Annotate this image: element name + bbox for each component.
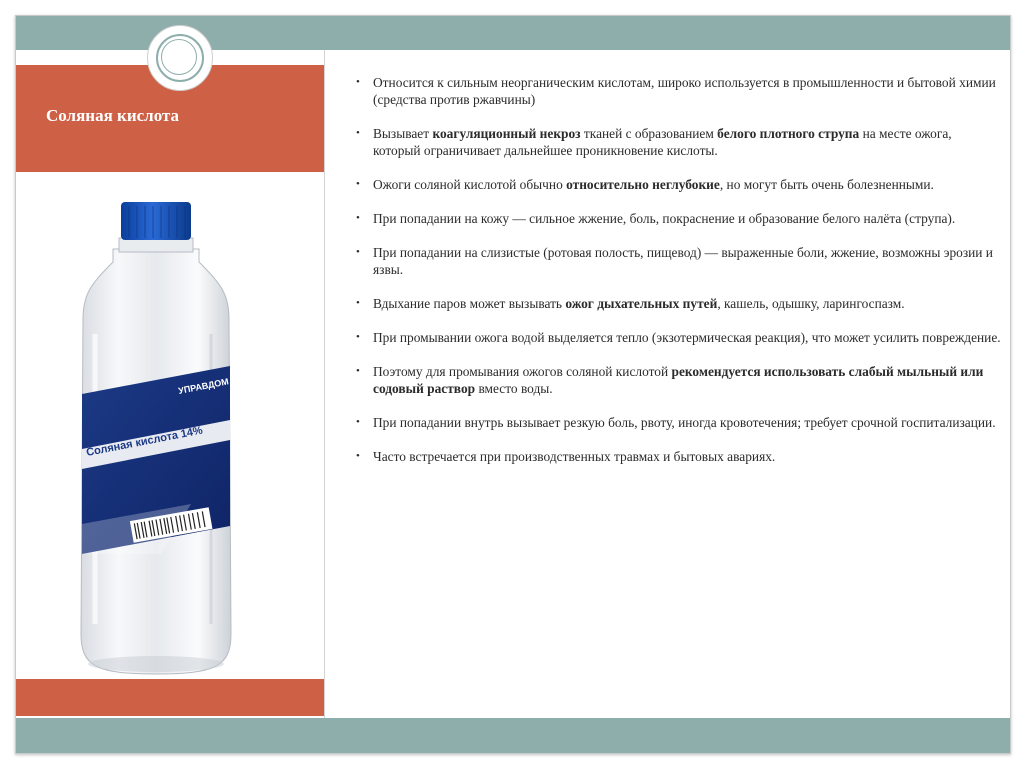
bullet-text: , кашель, одышку, ларингоспазм. [717,296,905,311]
bullet-dot-icon: • [356,416,360,428]
bottle-brand-text: УПРАВДОМ [177,376,230,396]
slide [15,15,1011,754]
bullet-dot-icon: • [356,76,360,88]
bullet-item [356,125,1001,159]
bullet-dot-icon: • [356,365,360,377]
bullet-dot-icon: • [356,246,360,258]
bullet-text: Относится к сильным неорганическим кислотам, широко используется в промышленности и бытовой химии (средства против ржавчины) [373,75,996,107]
bullet-item [356,176,1001,193]
bullet-dot-icon: • [356,450,360,462]
bullet-text: При попадании на кожу — сильное жжение, боль, покраснение и образование белого налёта (струпа). [373,211,956,226]
slide-title: Соляная кислота [46,106,180,125]
acid-bottle-image [71,194,241,684]
bullet-bold-text: ожог дыхательных путей [565,296,718,311]
bullet-item [356,448,1001,465]
bullet-text: Ожоги соляной кислотой обычно [373,177,567,192]
bullet-dot-icon: • [356,127,360,139]
bullet-text: тканей с образованием [580,126,718,141]
bullet-item [356,210,1001,227]
bullet-dot-icon: • [356,178,360,190]
bullet-dot-icon: • [356,331,360,343]
bullet-item [356,74,1001,108]
bullet-dot-icon: • [356,212,360,224]
bottle-product-text: Соляная кислота 14% [85,424,204,459]
bullet-bold-text: белого плотного струпа [717,126,860,141]
bullet-item [356,414,1001,431]
bullet-bold-text: рекомендуется использовать слабый мыльный или содовый раствор [373,364,984,396]
bullet-text: на месте ожога, который ограничивает дальнейшее проникновение кислоты. [373,126,952,158]
bullet-text: Часто встречается при производственных травмах и бытовых авариях. [373,449,776,464]
bullet-list [356,74,1001,482]
bullet-text: Вдыхание паров может вызывать [373,296,566,311]
footer-box [16,679,324,716]
bottom-band [16,718,1010,753]
bullet-dot-icon: • [356,297,360,309]
bullet-item [356,363,1001,397]
bullet-text: Вызывает [373,126,433,141]
bullet-text: При промывании ожога водой выделяется тепло (экзотермическая реакция), что может усилить повреждение. [373,330,1001,345]
bullet-text: вместо воды. [475,381,553,396]
bullet-text: Поэтому для промывания ожогов соляной кислотой [373,364,672,379]
bullet-text: , но могут быть очень болезненными. [719,177,934,192]
bullet-text: При попадании на слизистые (ротовая полость, пищевод) — выраженные боли, жжение, возможны эрозии и язвы. [373,245,993,277]
circle-ornament-icon [147,25,213,91]
divider-line [324,50,325,718]
bullet-bold-text: коагуляционный некроз [432,126,581,141]
bullet-item [356,295,1001,312]
bullet-item [356,329,1001,346]
bullet-text: При попадании внутрь вызывает резкую боль, рвоту, иногда кровотечения; требует срочной госпитализации. [373,415,996,430]
bullet-bold-text: относительно неглубокие [566,177,720,192]
bullet-item [356,244,1001,278]
